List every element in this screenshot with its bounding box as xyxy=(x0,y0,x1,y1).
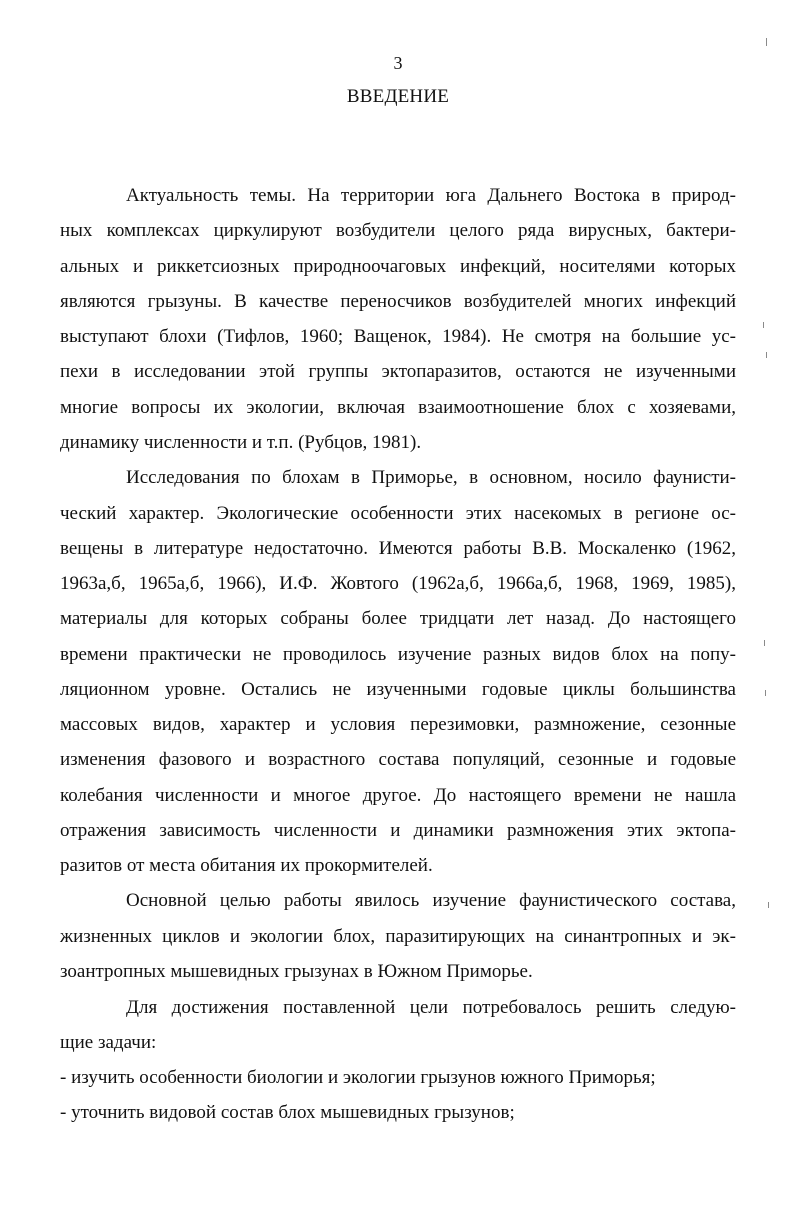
text-line: пехи в исследовании этой группы эктопаразитов, остаются не изученными xyxy=(60,361,736,382)
list-item: - уточнить видовой состав блох мышевидных грызунов; xyxy=(60,1102,515,1123)
text-line: Для достижения поставленной цели потребовалось решить следую- xyxy=(126,997,736,1018)
text-line: изменения фазового и возрастного состава популяций, сезонные и годовые xyxy=(60,749,736,770)
text-line: массовых видов, характер и условия перезимовки, размножение, сезонные xyxy=(60,714,736,735)
text-line: многие вопросы их экологии, включая взаимоотношение блох с хозяевами, xyxy=(60,397,736,418)
text-line: выступают блохи (Тифлов, 1960; Ващенок, 1984). Не смотря на большие ус- xyxy=(60,326,736,347)
text-line: щие задачи: xyxy=(60,1032,157,1053)
text-line: динамику численности и т.п. (Рубцов, 1981). xyxy=(60,432,422,453)
section-heading: ВВЕДЕНИЕ xyxy=(346,86,450,107)
text-line: ческий характер. Экологические особенности этих насекомых в регионе ос- xyxy=(60,503,736,524)
text-line: Исследования по блохам в Приморье, в основном, носило фаунисти- xyxy=(126,467,736,488)
text-line: зоантропных мышевидных грызунах в Южном Приморье. xyxy=(60,961,533,982)
list-item: - изучить особенности биологии и экологии грызунов южного Приморья; xyxy=(60,1067,656,1088)
scan-mark xyxy=(765,690,766,696)
text-line: разитов от места обитания их прокормителей. xyxy=(60,855,433,876)
text-line: ных комплексах циркулируют возбудители целого ряда вирусных, бактери- xyxy=(60,220,736,241)
text-line: отражения зависимость численности и динамики размножения этих эктопа- xyxy=(60,820,736,841)
text-line: Основной целью работы явилось изучение фаунистического состава, xyxy=(126,890,736,911)
page-number: 3 xyxy=(393,53,403,73)
scan-mark xyxy=(763,322,764,328)
text-line: вещены в литературе недостаточно. Имеются работы В.В. Москаленко (1962, xyxy=(60,538,736,559)
text-line: колебания численности и многое другое. До настоящего времени не нашла xyxy=(60,785,736,806)
text-line: альных и риккетсиозных природноочаговых инфекций, носителями которых xyxy=(60,256,736,277)
text-line: времени практически не проводилось изучение разных видов блох на попу- xyxy=(60,644,736,665)
text-line: Актуальность темы. На территории юга Дальнего Востока в природ- xyxy=(126,185,736,206)
text-line: являются грызуны. В качестве переносчиков возбудителей многих инфекций xyxy=(60,291,736,312)
scan-mark xyxy=(768,902,769,908)
scan-mark xyxy=(766,38,767,46)
text-line: материалы для которых собраны более тридцати лет назад. До настоящего xyxy=(60,608,736,629)
text-line: 1963а,б, 1965а,б, 1966), И.Ф. Жовтого (1962а,б, 1966а,б, 1968, 1969, 1985), xyxy=(60,573,736,594)
scan-mark xyxy=(766,352,767,358)
text-line: ляционном уровне. Остались не изученными годовые циклы большинства xyxy=(60,679,736,700)
scan-mark xyxy=(764,640,765,646)
text-line: жизненных циклов и экологии блох, паразитирующих на синантропных и эк- xyxy=(60,926,736,947)
